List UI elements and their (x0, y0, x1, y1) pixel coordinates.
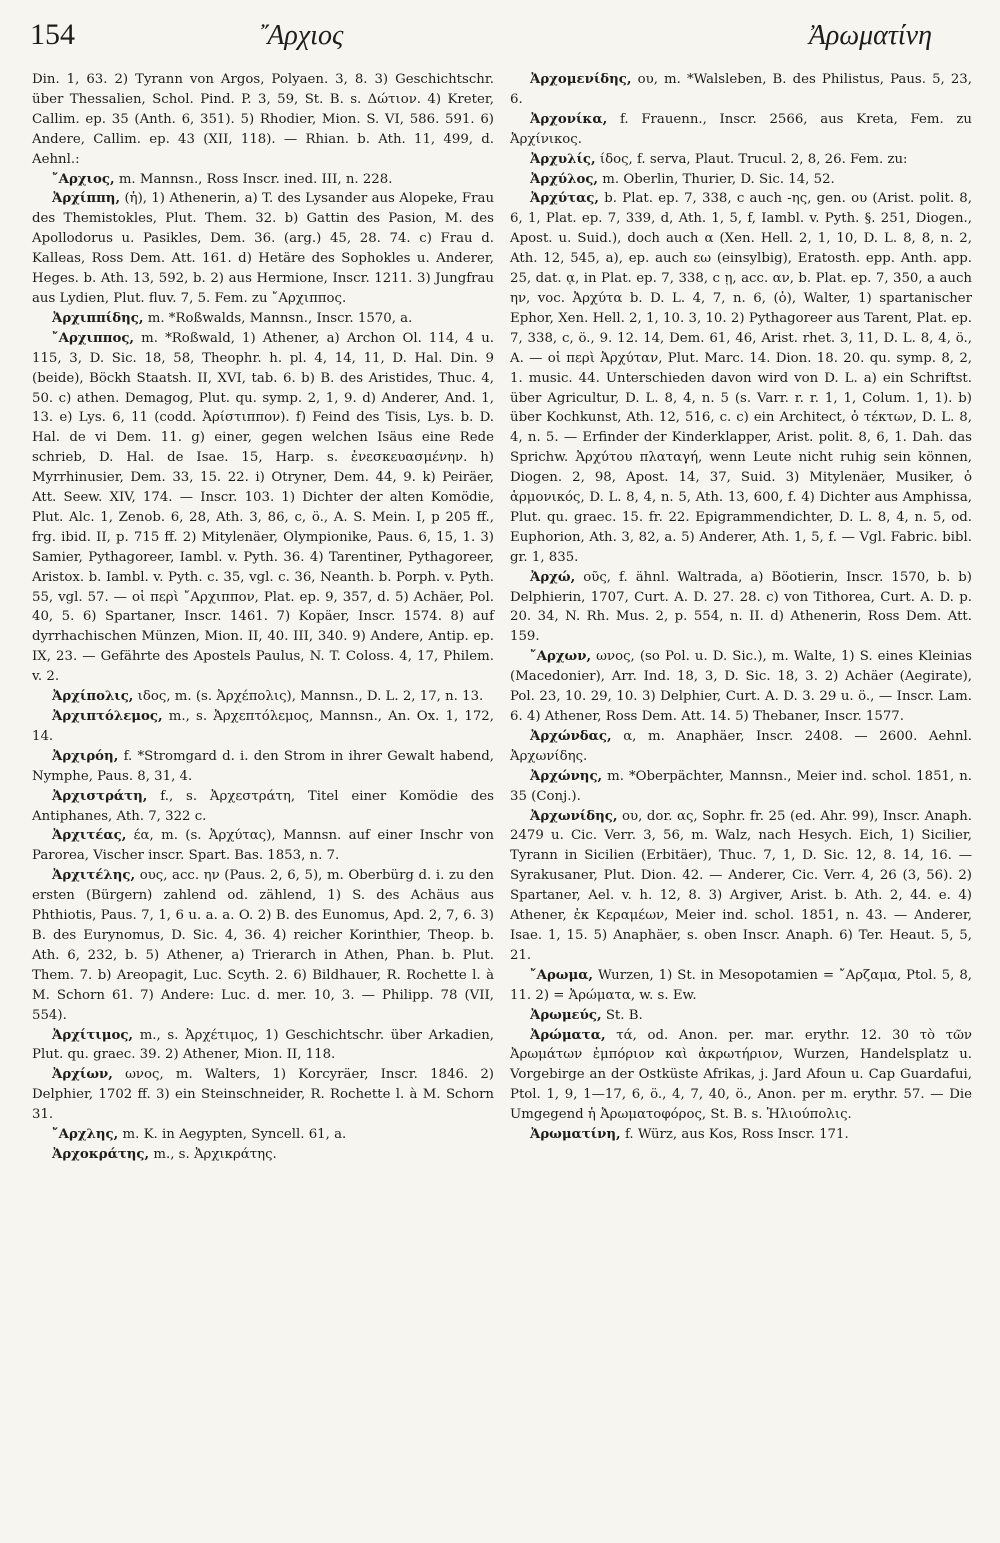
entry-text: Wurzen, 1) St. in Mesopotamien = ῎Αρζαμα, Ptol. 5, 8, 11. 2) = Ἀρώματα, w. s. Ew. (510, 967, 972, 1003)
entry-headword: ῎Αρχων, (530, 649, 592, 665)
entry-headword: Ἀρωματίνη, (530, 1127, 621, 1143)
dictionary-entry (510, 150, 972, 170)
entry-text: ίδος, f. serva, Plaut. Trucul. 2, 8, 26. Fem. zu: (599, 151, 908, 167)
entry-headword: ῎Αρωμα, (530, 967, 594, 983)
entry-text: m. Mannsn., Ross Inscr. ined. III, n. 228. (118, 171, 393, 187)
dictionary-entry (510, 568, 972, 648)
entry-headword: Ἀρχώ, (530, 569, 576, 585)
entry-text: ου, dor. ας, Sophr. fr. 25 (ed. Ahr. 99), Inscr. Anaph. 2479 u. Cic. Verr. 3, 56, m. Walz, nach Hesych. Eich, 1) Sicilier, Tyrann in Sicilien (Erbitäer), Thuc. 7, 1, D. Sic. 12, 8. 14, 16. — Syrakusaner, Plut. Dion. 42. — Anderer, Cic. Verr. 4, 26 (3, 56). 2) Spartaner, Ael. v. h. 12, 8. 3) Argiver, Arist. b. Ath. 2, 44. e. 4) Athener, ἐκ Κεραμέων, Meier ind. schol. 1851, n. 43. — Anderer, Isae. 1, 15. 5) Anaphäer, s. oben Inscr. Anaph. 6) Ter. Heaut. 5, 5, 21. (510, 808, 972, 963)
dictionary-entry (32, 747, 494, 787)
entry-headword: Ἀρχώνης, (530, 768, 603, 784)
entry-headword: ῎Αρχιππος, (52, 330, 135, 346)
entry-headword: Ἀρχομενίδης, (530, 72, 632, 87)
entry-text: α, m. Anaphäer, Inscr. 2408. — 2600. Aehnl. Ἀρχωνίδης. (510, 728, 973, 764)
dictionary-entry (32, 1125, 494, 1145)
dictionary-entry (32, 787, 494, 827)
dictionary-entry (510, 767, 972, 807)
entry-headword: Ἀρωμεύς, (530, 1007, 602, 1023)
page-number: 154 (30, 18, 75, 51)
entry-text: m., s. Ἀρχικράτης. (153, 1146, 277, 1162)
left-running-headword: ῎Αρχιος (258, 20, 344, 51)
dictionary-entry (510, 70, 972, 110)
dictionary-entry (32, 866, 494, 1025)
entry-headword: Ἀρχώνδας, (530, 728, 612, 744)
entry-text: ωνος, (so Pol. u. D. Sic.), m. Walte, 1) S. eines Kleinias (Macedonier), Arr. Ind. 18, 3, D. Sic. 18, 3. 2) Achäer (Aegirate), Pol. 23, 10. 29, 10. 3) Delphier, Curt. A. D. 3. 29 u. ö., — Inscr. Lam. 6. 4) Athener, Ross Dem. Att. 14. 5) Thebaner, Inscr. 1577. (510, 649, 972, 724)
entry-text: m., s. Ἀρχέτιμος, 1) Geschichtschr. über Arkadien, Plut. qu. graec. 39. 2) Athener, Mion. II, 118. (32, 1027, 494, 1063)
entry-headword: Ἀρχίπολις, (52, 689, 134, 705)
entry-headword: Ἀρχίτιμος, (52, 1027, 134, 1043)
entry-headword: Ἀρώματα, (530, 1027, 606, 1043)
entry-headword: ῎Αρχλης, (52, 1127, 119, 1143)
entry-text: m. *Roßwalds, Mannsn., Inscr. 1570, a. (147, 310, 413, 326)
dictionary-entry (32, 70, 494, 170)
entry-headword: Ἀρχιτέλης, (52, 868, 136, 884)
dictionary-entry (510, 807, 972, 966)
entry-headword: Ἀρχιπτόλεμος, (52, 709, 163, 724)
dictionary-entry (32, 189, 494, 308)
entry-headword: Ἀρχονίκα, (530, 111, 608, 127)
entry-headword: ῎Αρχιος, (52, 171, 115, 187)
right-running-headword: Ἀρωματίνη (808, 20, 932, 51)
entry-text: τά, od. Anon. per. mar. erythr. 12. 30 τὸ τῶν Ἀρωμάτων ἐμπόριον καὶ ἀκρωτήριον, Wurzen, Handelsplatz u. Vorgebirge an der Ostküste Afrikas, j. Jard Afoun u. Cap Guardafui, Ptol. 1, 9, 1—17, 6, ö., 4, 7, 40, ö., Anon. per m. erythr. 57. — Die Umgegend ἡ Ἀρωματοφόρος, St. B. s. Ἡλιούπολις. (510, 1027, 972, 1123)
entry-headword: Ἀρχιστράτη, (52, 788, 148, 804)
right-column (510, 70, 972, 1145)
entry-text: f. Würz, aus Kos, Ross Inscr. 171. (624, 1127, 849, 1143)
entry-text: οῦς, f. ähnl. Waltrada, a) Böotierin, Inscr. 1570, b. b) Delphierin, 1707, Curt. A. D. 27. 28. c) von Tithorea, Curt. A. D. p. 20. 34, N. Rh. Mus. 2, p. 554, n. II. d) Athenerin, Ross Dem. Att. 159. (510, 569, 972, 645)
entry-text: ωνος, m. Walters, 1) Korcyräer, Inscr. 1846. 2) Delphier, 1702 ff. 3) ein Steinschneider, R. Rochette l. à M. Schorn 31. (32, 1067, 494, 1123)
dictionary-entry (32, 309, 494, 329)
entry-headword: Ἀρχιρόη, (52, 748, 119, 764)
entry-text: m., s. Ἀρχεπτόλεμος, Mannsn., An. Ox. 1, 172, 14. (32, 709, 494, 744)
dictionary-entry (510, 110, 972, 150)
entry-text: b. Plat. ep. 7, 338, c auch -ης, gen. ου (Arist. polit. 8, 6, 1, Plat. ep. 7, 339, d, Ath. 1, 5, f, Iambl. v. Pyth. §. 251, Diogen., Apost. u. Suid.), doch auch α (Xen. Hell. 2, 1, 10, D. L. 8, 8, n. 2, Ath. 12, 545, a), ep. auch εω (einsylbig), Eratosth. epp. Anth. app. 25, dat. ᾳ, in Plat. ep. 7, 338, c ῃ, acc. αν, b. Plat. ep. 7, 350, a auch ην, voc. Ἀρχύτα b. D. L. 4, 7, n. 6, (ὁ), Walter, 1) spartanischer Ephor, Xen. Hell. 2, 1, 10. 3, 10. 2) Pythagoreer aus Tarent, Plat. ep. 7, 338, c, ö., 9. 12. 14, Dem. 61, 46, Arist. rhet. 3, 11, D. L. 8, 4, ö., A. — οἱ περὶ Ἀρχύταν, Plut. Marc. 14. Dion. 18. 20. qu. symp. 8, 2, 1. music. 44. Unterschieden davon wird von D. L. a) ein Schriftst. über Agricultur, D. L. 8, 4, n. 5 (s. Varr. r. r. 1, 1, Colum. 1, 1). b) über Kochkunst, Ath. 12, 516, c. c) ein Architect, ὁ τέκτων, D. L. 8, 4, n. 5. — Erfinder der Kinderklapper, Arist. polit. 8, 6, 1. Dah. das Sprichw. Ἀρχύτου πλαταγή, wenn Leute nicht ruhig sein können, Diogen. 2, 98, Apost. 14, 37, Suid. 3) Mitylenäer, Musiker, ὁ ἁρμονικός, D. L. 8, 4, n. 5, Ath. 13, 600, f. 4) Dichter aus Amphissa, Plut. qu. graec. 15. fr. 22. Epigrammendichter, D. L. 8, 4, n. 5, od. Euphorion, Ath. 3, 82, a. 5) Anderer, Ath. 1, 5, f. — Vgl. Fabric. bibl. gr. 1, 835. (510, 191, 972, 565)
entry-text: St. B. (605, 1007, 643, 1023)
entry-text: m. K. in Aegypten, Syncell. 61, a. (122, 1127, 347, 1143)
dictionary-entry (32, 170, 494, 190)
entry-text: Din. 1, 63. 2) Tyrann von Argos, Polyaen. 3, 8. 3) Geschichtschr. über Thessalien, Schol. Pind. P. 3, 59, St. B. s. Δώτιον. 4) Kreter, Callim. ep. 35 (Anth. 6, 351). 5) Rhodier, Mion. S. VI, 586. 591. 6) Andere, Callim. ep. 43 (XII, 118). — Rhian. b. Ath. 11, 499, d. Aehnl.: (32, 72, 494, 167)
entry-text: f. Frauenn., Inscr. 2566, aus Kreta, Fem. zu Ἀρχίνικος. (510, 111, 972, 147)
entry-headword: Ἀρχωνίδης, (530, 808, 618, 824)
entry-text: έα, m. (s. Ἀρχύτας), Mannsn. auf einer Inschr von Parorea, Vischer inscr. Spart. Bas. 1853, n. 7. (32, 828, 494, 864)
dictionary-entry (32, 1065, 494, 1125)
dictionary-entry (32, 1145, 494, 1165)
left-column (32, 70, 494, 1165)
dictionary-entry (510, 727, 972, 767)
dictionary-entry (510, 1006, 972, 1026)
dictionary-entry (32, 687, 494, 707)
dictionary-entry (510, 189, 972, 567)
dictionary-entry (32, 707, 494, 747)
entry-text: ου, m. *Walsleben, B. des Philistus, Paus. 5, 23, 6. (510, 72, 972, 107)
entry-headword: Ἀρχιτέας, (52, 828, 127, 844)
dictionary-entry (510, 170, 972, 190)
entry-headword: Ἀρχύτας, (530, 191, 600, 207)
entry-headword: Ἀρχίων, (52, 1067, 113, 1083)
dictionary-entry (32, 329, 494, 687)
entry-text: m. *Roßwald, 1) Athener, a) Archon Ol. 114, 4 u. 115, 3, D. Sic. 18, 58, Theophr. h. pl. 4, 14, 11, D. Hal. Din. 9 (beide), Böckh Staatsh. II, XVI, tab. 6. b) B. des Aristides, Thuc. 4, 50. c) athen. Demagog, Plut. qu. symp. 2, 1, 9. d) Anderer, And. 1, 13. e) Lys. 6, 11 (codd. Ἀρίστιππον). f) Feind des Tisis, Lys. b. D. Hal. de vi Dem. 11. g) einer, gegen welchen Isäus eine Rede schrieb, D. Hal. de Isae. 15, Harp. s. ἐνεσκευασμένην. h) Myrrhinusier, Dem. 33, 15. 22. i) Otryner, Dem. 44, 9. k) Peiräer, Att. Seew. XIV, 174. — Inscr. 103. 1) Dichter der alten Komödie, Plut. Alc. 1, Zenob. 6, 28, Ath. 3, 86, c, ö., A. S. Mein. I, p 205 ff., frg. ibid. II, p. 715 ff. 2) Mitylenäer, Olympionike, Paus. 6, 15, 1. 3) Samier, Pythagoreer, Iambl. v. Pyth. 36. 4) Tarentiner, Pythagoreer, Aristox. b. Iambl. v. Pyth. c. 35, vgl. c. 36, Neanth. b. Porph. v. Pyth. 55, vgl. 57. — οἱ περὶ ῎Αρχιππον, Plat. ep. 9, 357, d. 5) Achäer, Pol. 40, 5. 6) Spartaner, Inscr. 1461. 7) Kopäer, Inscr. 1574. 8) auf dyrrhachischen Münzen, Mion. II, 40. III, 340. 9) Andere, Antip. ep. IX, 23. — Gefährte des Apostels Paulus, N. T. Coloss. 4, 17, Philem. v. 2. (32, 330, 494, 685)
dictionary-entry (510, 1026, 972, 1126)
entry-headword: Ἀρχίππη, (52, 191, 121, 207)
entry-text: f., s. Ἀρχεστράτη, Titel einer Komödie des Antiphanes, Ath. 7, 322 c. (32, 788, 494, 824)
entry-headword: Ἀρχυλίς, (530, 151, 596, 167)
entry-text: m. Oberlin, Thurier, D. Sic. 14, 52. (602, 171, 835, 187)
page-header (30, 14, 972, 62)
dictionary-entry (32, 1026, 494, 1066)
entry-headword: Ἀρχιππίδης, (52, 310, 144, 326)
dictionary-entry (510, 1125, 972, 1145)
entry-text: m. *Oberpächter, Mannsn., Meier ind. schol. 1851, n. 35 (Conj.). (510, 768, 972, 804)
dictionary-entry (510, 647, 972, 727)
entry-text: ιδος, m. (s. Ἀρχέπολις), Mannsn., D. L. 2, 17, n. 13. (137, 689, 484, 705)
entry-headword: Ἀρχοκράτης, (52, 1146, 150, 1162)
entry-headword: Ἀρχύλος, (530, 171, 599, 187)
entry-text: f. *Stromgard d. i. den Strom in ihrer Gewalt habend, Nymphe, Paus. 8, 31, 4. (32, 748, 495, 784)
dictionary-entry (510, 966, 972, 1006)
dictionary-entry (32, 826, 494, 866)
entry-text: (ἡ), 1) Athenerin, a) T. des Lysander aus Alopeke, Frau des Themistokles, Plut. Them. 32. b) Gattin des Pasion, M. des Apollodorus u. Pasikles, Dem. 36. (arg.) 45, 28. 74. c) Frau d. Kalleas, Ross Dem. Att. 161. d) Hetäre des Sophokles u. Anderer, Heges. b. Ath. 13, 592, b. 2) aus Hermione, Inscr. 1211. 3) Jungfrau aus Lydien, Plut. fluv. 7, 5. Fem. zu ῎Αρχιππος. (32, 191, 495, 306)
entry-text: ους, acc. ην (Paus. 2, 6, 5), m. Oberbürg d. i. zu den ersten (Bürgern) zahlend od. zählend, 1) S. des Achäus aus Phthiotis, Paus. 7, 1, 6 u. a. a. O. 2) B. des Eunomus, Apd. 2, 7, 6. 3) B. des Eurynomus, D. Sic. 4, 36. 4) reicher Korinthier, Theop. b. Ath. 6, 232, b. 5) Athener, a) Trierarch in Athen, Phan. b. Plut. Them. 7. b) Areopagit, Luc. Scyth. 2. 6) Bildhauer, R. Rochette l. à M. Schorn 61. 7) Andere: Luc. d. mer. 10, 3. — Philipp. 78 (VII, 554). (32, 868, 494, 1023)
